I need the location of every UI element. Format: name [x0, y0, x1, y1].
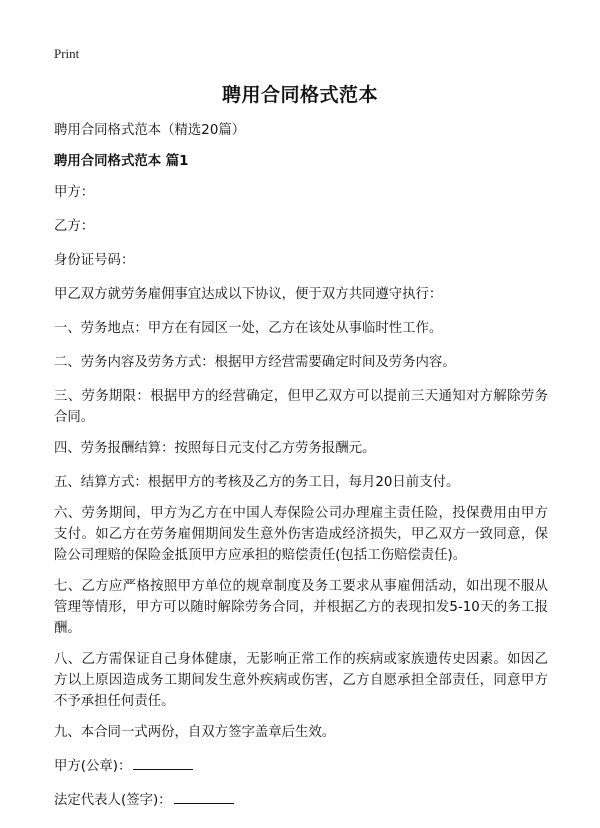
document-title: 聘用合同格式范本: [221, 84, 378, 106]
section-title: 聘用合同格式范本 篇1: [54, 154, 189, 169]
print-label: Print: [54, 46, 80, 61]
clause-9: 九、本合同一式两份，自双方签字盖章后生效。: [54, 725, 336, 740]
signature-legal-rep: [54, 790, 548, 811]
intro-paragraph: 甲乙双方就劳务雇佣事宜达成以下协议，便于双方共同遵守执行：: [54, 287, 443, 302]
signature-legal-rep-blank[interactable]: [174, 791, 234, 804]
signature-legal-rep-label: 法定代表人(签字)：: [54, 793, 172, 808]
clause-7: 七、乙方应严格按照甲方单位的规章制度及务工要求从事雇佣活动，如出现不服从管理等情形，甲方可以随时解除劳务合同，并根据乙方的表现扣发5-10天的务工报酬。: [54, 579, 548, 636]
signature-party-a: [54, 756, 548, 777]
clause-3: 三、劳务期限：根据甲方的经营确定，但甲乙双方可以提前三天通知对方解除劳务合同。: [54, 389, 548, 425]
clause-2: 二、劳务内容及劳务方式：根据甲方经营需要确定时间及劳务内容。: [54, 355, 456, 370]
clause-1: 一、劳务地点：甲方在有园区一处，乙方在该处从事临时性工作。: [54, 321, 443, 336]
clause-4: 四、劳务报酬结算：按照每日元支付乙方劳务报酬元。: [54, 441, 376, 456]
signature-party-a-blank[interactable]: [133, 757, 193, 770]
document-body: [54, 120, 548, 811]
id-number-line: 身份证号码：: [54, 253, 135, 268]
clause-5: 五、结算方式：根据甲方的考核及乙方的务工日，每月20日前支付。: [54, 475, 460, 490]
signature-party-a-label: 甲方(公章)：: [54, 759, 132, 774]
clause-6: 六、劳务期间，甲方为乙方在中国人寿保险公司办理雇主责任险，投保费用由甲方支付。如乙方在劳务雇佣期间发生意外伤害造成经济损失，甲乙双方一致同意，保险公司理赔的保险金抵顶甲方应承担的赔偿责任(包括工伤赔偿责任)。: [54, 506, 548, 563]
clause-8: 八、乙方需保证自己身体健康，无影响正常工作的疾病或家族遗传史因素。如因乙方以上原因造成务工期间发生意外疾病或伤害，乙方自愿承担全部责任，同意甲方不予承担任何责任。: [54, 652, 548, 709]
party-a-line: 甲方：: [54, 185, 95, 200]
party-b-line: 乙方：: [54, 219, 95, 234]
document-subtitle: 聘用合同格式范本（精选20篇）: [54, 123, 246, 138]
